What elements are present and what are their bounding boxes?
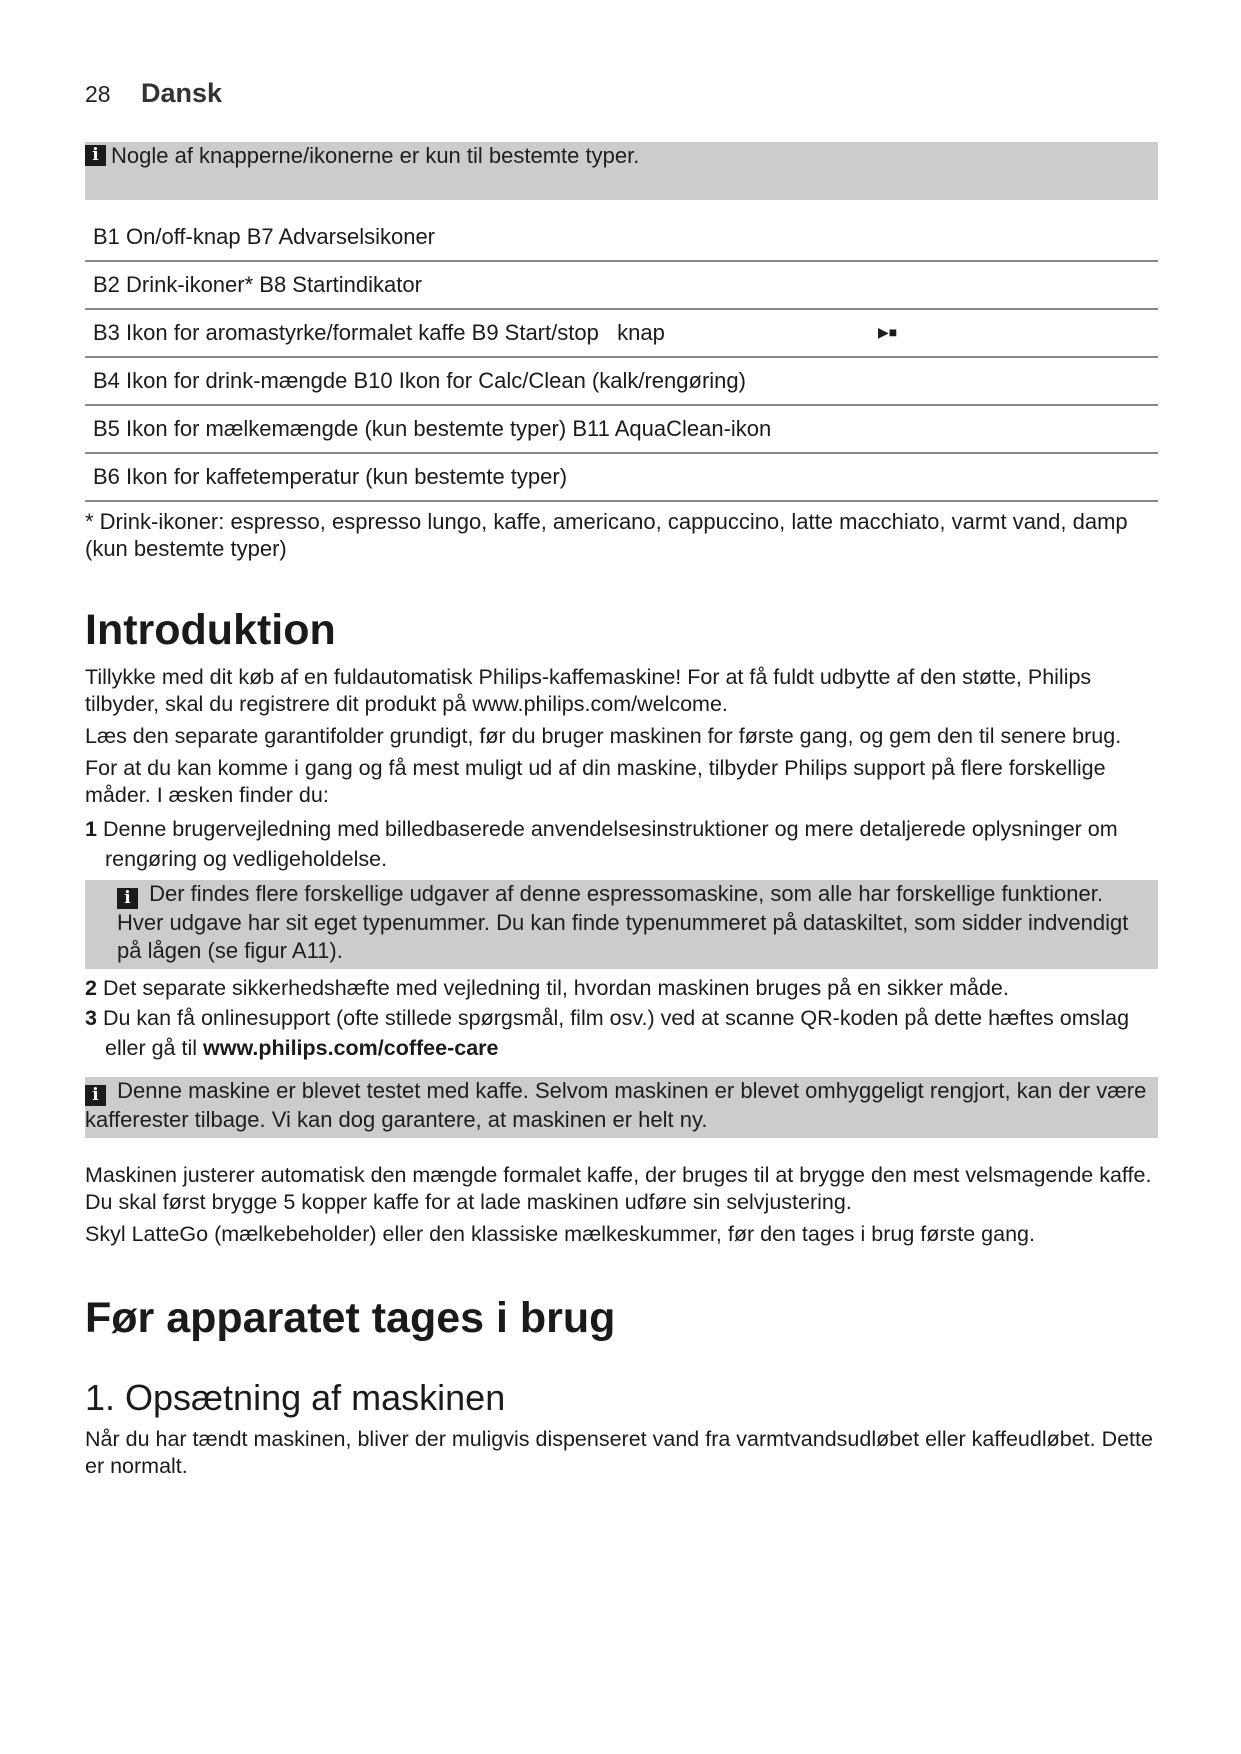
intro-paragraph: For at du kan komme i gang og få mest muligt ud af din maskine, tilbyder Philips support på flere forskellige måder. I æsken finder du: xyxy=(85,756,1106,807)
intro-paragraph: Skyl LatteGo (mælkebeholder) eller den klassiske mælkeskummer, før den tages i brug første gang. xyxy=(85,1222,1035,1246)
list-item xyxy=(85,973,1158,1003)
list-text: Det separate sikkerhedshæfte med vejledning til, hvordan maskinen bruges på en sikker måde. xyxy=(102,976,1009,1000)
table-row xyxy=(85,214,1158,262)
before-use-heading: Før apparatet tages i brug xyxy=(85,1294,616,1342)
list-item xyxy=(85,814,1158,874)
language-label: Dansk xyxy=(141,78,223,108)
setup-paragraph: Når du har tændt maskinen, bliver der muligvis dispenseret vand fra varmtvandsudløbet eller kaffeudløbet. Dette er normalt. xyxy=(85,1427,1153,1478)
list-number: 1 xyxy=(85,817,97,841)
intro-heading: Introduktion xyxy=(85,606,336,654)
row-text: B2 Drink-ikoner* B8 Startindikator xyxy=(93,272,422,297)
list-number: 3 xyxy=(85,1006,97,1030)
table-row xyxy=(85,406,1158,454)
row-text: B5 Ikon for mælkemængde (kun bestemte typer) B11 AquaClean-ikon xyxy=(93,416,772,441)
info-icon: i xyxy=(85,145,106,166)
list-text: Du kan få onlinesupport (ofte stillede spørgsmål, film osv.) ved at scanne QR-koden på dette hæftes omslag eller gå til xyxy=(102,1006,1130,1060)
info-note-tested xyxy=(85,1077,1158,1138)
button-overview-table xyxy=(85,214,1158,502)
drink-icons-footnote: * Drink-ikoner: espresso, espresso lungo, kaffe, americano, cappuccino, latte macchiato, varmt vand, damp (kun bestemte typer) xyxy=(85,509,1128,561)
row-text: B6 Ikon for kaffetemperatur (kun bestemte typer) xyxy=(93,464,568,489)
start-stop-icon: ▶■ xyxy=(878,324,898,340)
table-row xyxy=(85,310,1158,358)
list-text: Denne brugervejledning med billedbaserede anvendelsesinstruktioner og mere detaljerede oplysninger om rengøring og vedligeholdelse. xyxy=(102,817,1118,871)
page-number: 28 xyxy=(85,81,111,107)
intro-paragraph: Tillykke med dit køb af en fuldautomatisk Philips-kaffemaskine! For at få fuldt udbytte af den støtte, Philips tilbyder, skal du registrere dit produkt på www.philips.com/welcome. xyxy=(85,665,1092,716)
info-note-text: Denne maskine er blevet testet med kaffe. Selvom maskinen er blevet omhyggeligt rengjort, kan der være kafferester tilbage. Vi kan dog garantere, at maskinen er helt ny. xyxy=(85,1078,1147,1132)
info-icon: i xyxy=(117,888,138,909)
intro-paragraph: Maskinen justerer automatisk den mængde formalet kaffe, der bruges til at brygge den mest velsmagende kaffe. Du skal først brygge 5 kopper kaffe for at lade maskinen udføre sin selvjustering. xyxy=(85,1163,1152,1214)
info-note-variants xyxy=(85,880,1158,969)
row-text: B1 On/off-knap B7 Advarselsikoner xyxy=(93,224,436,249)
table-row xyxy=(85,454,1158,502)
row-text: B3 Ikon for aromastyrke/formalet kaffe B9 Start/stop knap xyxy=(93,320,665,345)
list-item xyxy=(85,1003,1158,1063)
manual-page xyxy=(85,78,1158,1485)
row-text: B4 Ikon for drink-mængde B10 Ikon for Calc/Clean (kalk/rengøring) xyxy=(93,368,746,393)
coffee-care-link[interactable]: www.philips.com/coffee-care xyxy=(203,1036,499,1060)
table-row xyxy=(85,262,1158,310)
setup-subheading: 1. Opsætning af maskinen xyxy=(85,1377,506,1418)
info-icon: i xyxy=(85,1085,106,1106)
page-header xyxy=(85,78,1158,118)
table-row xyxy=(85,358,1158,406)
info-note-text: Der findes flere forskellige udgaver af denne espressomaskine, som alle har forskellige funktioner. Hver udgave har sit eget typenummer. Du kan finde typenummeret på dataskiltet, som sidder indvendigt på lågen (se figur A11). xyxy=(117,881,1129,963)
intro-paragraph: Læs den separate garantifolder grundigt, før du bruger maskinen for første gang, og gem den til senere brug. xyxy=(85,724,1122,748)
info-note-types xyxy=(85,142,1158,200)
list-number: 2 xyxy=(85,976,97,1000)
info-note-text: Nogle af knapperne/ikonerne er kun til bestemte typer. xyxy=(111,143,640,168)
